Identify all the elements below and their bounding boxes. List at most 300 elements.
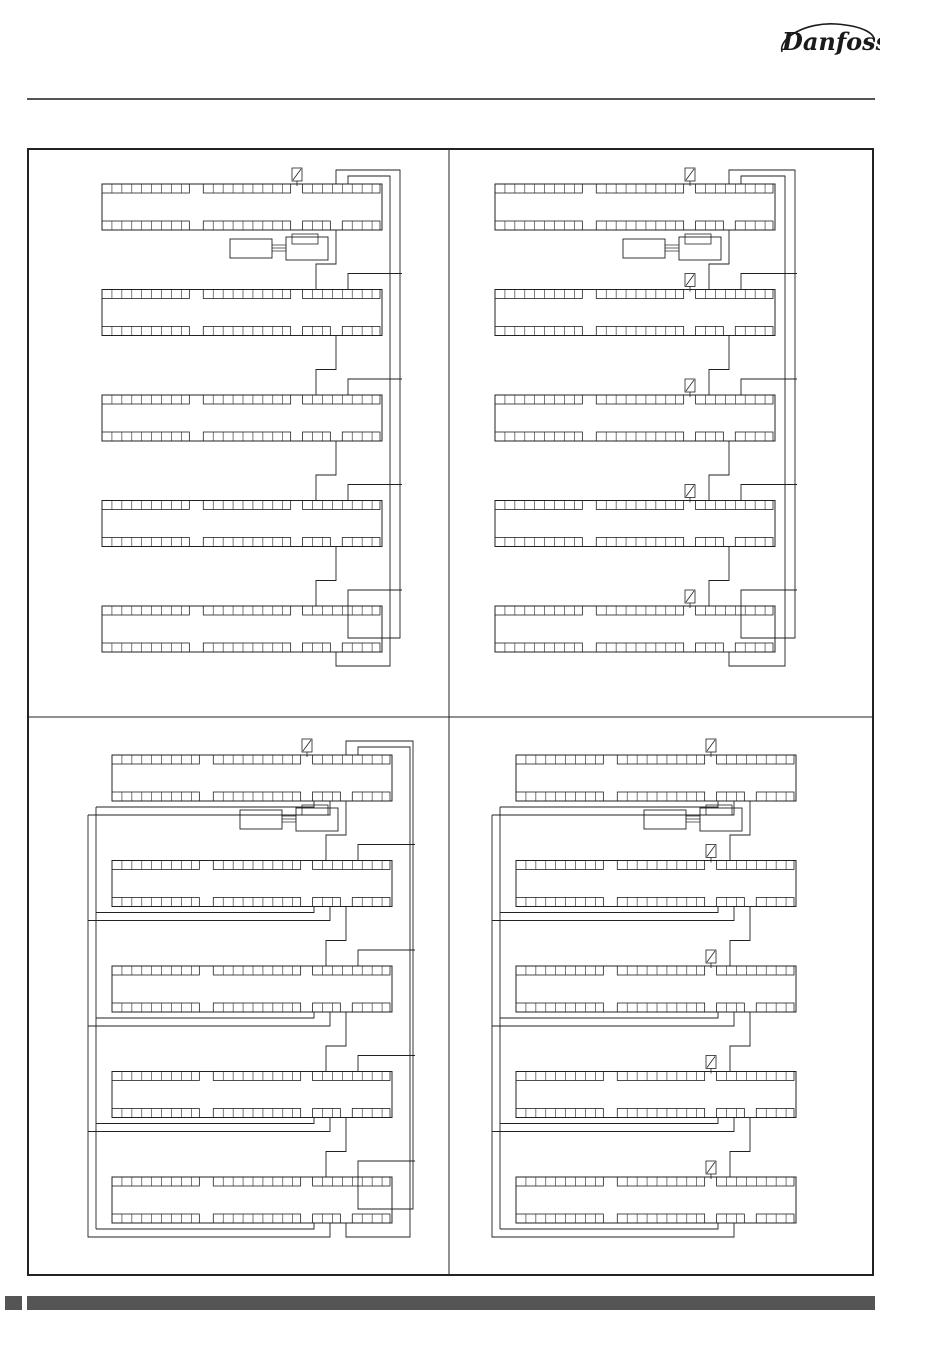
terminal-block [112, 792, 199, 801]
controller-body [112, 966, 392, 1012]
terminal-strip-bottom [495, 221, 582, 230]
terminal-block [342, 221, 380, 230]
terminal-block [303, 501, 380, 510]
terminal-strip-bottom [112, 1214, 199, 1223]
terminal-strip-bottom [213, 792, 300, 801]
panel-bottom-right [492, 739, 796, 1237]
thermistor-slash [686, 275, 694, 286]
terminal-block [203, 643, 290, 652]
terminal-strip-top [313, 861, 390, 870]
terminal-block [717, 1072, 794, 1081]
terminal-strip-top [213, 966, 300, 975]
terminal-block [756, 1109, 794, 1118]
ring-tap [358, 1161, 415, 1177]
connector-terminals [302, 805, 328, 815]
terminal-block [102, 327, 189, 336]
terminal-strip-top [596, 184, 683, 193]
return-tap [96, 1223, 314, 1229]
terminal-block [495, 221, 582, 230]
terminal-block [617, 1214, 704, 1223]
terminal-strip-bottom [313, 1214, 341, 1223]
terminal-block [313, 1003, 341, 1012]
terminal-block [756, 898, 794, 907]
terminal-block [495, 643, 582, 652]
controller-body [102, 501, 382, 547]
terminal-strip-bottom [342, 538, 380, 547]
terminal-strip-bottom [102, 221, 189, 230]
terminal-strip-top [516, 861, 603, 870]
terminal-strip-top [516, 1177, 603, 1186]
terminal-block [203, 395, 290, 404]
terminal-block [342, 538, 380, 547]
thermistor-icon [706, 1056, 716, 1074]
controller-body [516, 1072, 796, 1118]
terminal-strip-bottom [213, 898, 300, 907]
terminal-block [495, 327, 582, 336]
terminal-block [313, 966, 390, 975]
terminal-block [495, 432, 582, 441]
terminal-block [102, 643, 189, 652]
controller-4 [102, 501, 382, 547]
terminal-block [516, 1109, 603, 1118]
terminal-block [696, 501, 773, 510]
terminal-block [313, 792, 341, 801]
terminal-strip-top [717, 1177, 794, 1186]
terminal-block [756, 1003, 794, 1012]
controller-1 [102, 184, 382, 230]
terminal-block [342, 432, 380, 441]
terminal-block [352, 898, 390, 907]
controller-body [102, 606, 382, 652]
terminal-strip-bottom [516, 1003, 603, 1012]
thermistor-icon [292, 168, 302, 186]
terminal-block [596, 538, 683, 547]
terminal-strip-bottom [717, 1109, 745, 1118]
terminal-strip-bottom [112, 1109, 199, 1118]
bus-link [709, 547, 729, 607]
bus-link [316, 547, 336, 607]
page-marker [5, 1296, 22, 1310]
terminal-strip-top [617, 1177, 704, 1186]
terminal-strip-bottom [213, 1214, 300, 1223]
terminal-strip-bottom [203, 432, 290, 441]
terminal-strip-top [313, 966, 390, 975]
terminal-block [516, 1072, 603, 1081]
bus-link [316, 441, 336, 501]
terminal-block [756, 792, 794, 801]
terminal-block [102, 184, 189, 193]
terminal-strip-bottom [303, 327, 331, 336]
connector-terminals [292, 234, 318, 244]
terminal-strip-bottom [303, 432, 331, 441]
thermistor-icon [706, 739, 716, 757]
terminal-strip-top [717, 755, 794, 764]
thermistor-slash [303, 740, 311, 751]
terminal-block [303, 538, 331, 547]
controller-body [495, 290, 775, 336]
terminal-strip-bottom [717, 1214, 745, 1223]
terminal-strip-bottom [735, 538, 773, 547]
terminal-strip-bottom [596, 221, 683, 230]
controller-body [102, 184, 382, 230]
controller-2 [102, 290, 382, 336]
ring-tap [358, 950, 415, 966]
terminal-strip-bottom [696, 643, 724, 652]
terminal-strip-bottom [696, 432, 724, 441]
terminal-block [112, 1072, 199, 1081]
terminal-strip-top [313, 1177, 390, 1186]
controller-5 [495, 606, 775, 652]
panel-bottom-left [88, 739, 415, 1237]
ring-tap [348, 485, 402, 501]
terminal-strip-bottom [213, 1109, 300, 1118]
module-box [644, 810, 686, 829]
controller-5 [102, 606, 382, 652]
terminal-strip-top [203, 290, 290, 299]
terminal-strip-top [112, 861, 199, 870]
terminal-strip-bottom [342, 327, 380, 336]
terminal-strip-top [112, 755, 199, 764]
terminal-block [617, 792, 704, 801]
terminal-strip-bottom [617, 792, 704, 801]
terminal-block [516, 755, 603, 764]
terminal-strip-bottom [696, 221, 724, 230]
terminal-strip-top [696, 606, 773, 615]
terminal-strip-top [303, 290, 380, 299]
thermistor-slash [686, 380, 694, 391]
terminal-strip-bottom [596, 643, 683, 652]
terminal-strip-top [617, 861, 704, 870]
terminal-strip-bottom [213, 1003, 300, 1012]
terminal-strip-bottom [112, 1003, 199, 1012]
terminal-strip-bottom [352, 792, 390, 801]
terminal-block [112, 898, 199, 907]
terminal-block [213, 1177, 300, 1186]
terminal-strip-bottom [495, 643, 582, 652]
return-tap [492, 1012, 734, 1026]
terminal-block [495, 290, 582, 299]
bus-link [709, 336, 729, 396]
terminal-strip-top [102, 501, 189, 510]
terminal-block [213, 1109, 300, 1118]
interface-module [644, 805, 742, 831]
terminal-strip-top [495, 290, 582, 299]
thermistor-icon [706, 950, 716, 968]
terminal-block [735, 221, 773, 230]
terminal-block [756, 1214, 794, 1223]
terminal-strip-bottom [735, 221, 773, 230]
terminal-strip-bottom [352, 1109, 390, 1118]
return-tap [88, 801, 330, 815]
terminal-block [352, 1109, 390, 1118]
terminal-strip-top [516, 755, 603, 764]
terminal-strip-bottom [516, 898, 603, 907]
terminal-strip-top [203, 184, 290, 193]
terminal-strip-top [112, 1177, 199, 1186]
terminal-block [516, 792, 603, 801]
terminal-strip-bottom [303, 221, 331, 230]
terminal-strip-bottom [352, 1214, 390, 1223]
return-tap [88, 1118, 330, 1132]
terminal-strip-top [696, 184, 773, 193]
terminal-strip-top [717, 1072, 794, 1081]
thermistor-slash [686, 169, 694, 180]
return-tap [96, 907, 314, 913]
terminal-strip-bottom [203, 327, 290, 336]
terminal-block [596, 221, 683, 230]
terminal-strip-top [495, 606, 582, 615]
terminal-strip-bottom [717, 898, 745, 907]
ring-tap [358, 845, 415, 861]
terminal-block [303, 395, 380, 404]
terminal-strip-top [203, 395, 290, 404]
terminal-block [352, 1214, 390, 1223]
terminal-strip-bottom [203, 643, 290, 652]
terminal-strip-top [717, 861, 794, 870]
terminal-block [213, 966, 300, 975]
terminal-block [495, 395, 582, 404]
terminal-strip-top [203, 606, 290, 615]
terminal-block [303, 606, 380, 615]
terminal-strip-bottom [112, 898, 199, 907]
terminal-block [112, 861, 199, 870]
terminal-strip-bottom [756, 1214, 794, 1223]
terminal-block [696, 538, 724, 547]
thermistor-slash [293, 169, 301, 180]
controller-body [102, 290, 382, 336]
terminal-block [203, 221, 290, 230]
controller-body [495, 606, 775, 652]
controller-3 [516, 966, 796, 1012]
controller-body [112, 1177, 392, 1223]
terminal-block [495, 538, 582, 547]
terminal-strip-bottom [303, 643, 331, 652]
terminal-strip-top [516, 966, 603, 975]
thermistor-slash [707, 951, 715, 962]
terminal-block [303, 221, 331, 230]
terminal-block [516, 1214, 603, 1223]
panel-dividers [29, 150, 873, 1275]
return-tap [96, 801, 314, 807]
terminal-strip-top [596, 606, 683, 615]
module-box [240, 810, 282, 829]
terminal-block [313, 1177, 390, 1186]
terminal-block [203, 501, 290, 510]
ring-tap [348, 274, 402, 290]
return-tap [492, 1118, 734, 1132]
terminal-strip-bottom [696, 327, 724, 336]
terminal-block [102, 538, 189, 547]
terminal-block [213, 755, 300, 764]
terminal-block [735, 327, 773, 336]
terminal-block [696, 606, 773, 615]
return-tap [88, 1012, 330, 1026]
return-tap [500, 801, 718, 807]
terminal-strip-bottom [717, 792, 745, 801]
terminal-block [696, 643, 724, 652]
terminal-block [735, 538, 773, 547]
thermistor-slash [707, 1162, 715, 1173]
terminal-strip-top [102, 606, 189, 615]
terminal-strip-bottom [495, 432, 582, 441]
return-tap [88, 1223, 330, 1237]
return-tap [492, 801, 734, 815]
terminal-block [342, 327, 380, 336]
return-tap [500, 1223, 718, 1229]
terminal-block [203, 290, 290, 299]
ring-tap [348, 379, 402, 395]
return-tap [492, 907, 734, 921]
bus-link [326, 907, 346, 967]
terminal-block [696, 184, 773, 193]
controller-4 [495, 501, 775, 547]
terminal-strip-bottom [617, 1003, 704, 1012]
terminal-block [717, 1003, 745, 1012]
terminal-block [617, 1109, 704, 1118]
terminal-strip-top [596, 290, 683, 299]
controller-1 [516, 755, 796, 801]
terminal-strip-top [495, 501, 582, 510]
terminal-block [213, 898, 300, 907]
terminal-strip-top [313, 1072, 390, 1081]
thermistor-icon [685, 168, 695, 186]
terminal-strip-bottom [102, 432, 189, 441]
terminal-strip-top [203, 501, 290, 510]
terminal-block [102, 221, 189, 230]
panel-top-left [102, 168, 402, 666]
terminal-strip-top [303, 606, 380, 615]
terminal-block [303, 290, 380, 299]
terminal-block [696, 221, 724, 230]
connector-terminals [706, 805, 732, 815]
terminal-block [516, 966, 603, 975]
terminal-strip-top [617, 755, 704, 764]
terminal-block [717, 1109, 745, 1118]
terminal-block [352, 792, 390, 801]
terminal-strip-bottom [516, 792, 603, 801]
return-tap [500, 1012, 718, 1018]
controller-body [112, 1072, 392, 1118]
terminal-block [717, 1214, 745, 1223]
return-tap [96, 1118, 314, 1124]
thermistor-icon [685, 485, 695, 503]
terminal-block [112, 1214, 199, 1223]
bus-link [326, 1012, 346, 1072]
terminal-strip-top [596, 501, 683, 510]
controller-body [516, 1177, 796, 1223]
terminal-strip-bottom [102, 643, 189, 652]
terminal-block [696, 327, 724, 336]
return-tap [492, 1223, 734, 1237]
terminal-strip-top [696, 395, 773, 404]
terminal-strip-bottom [596, 538, 683, 547]
terminal-block [617, 1177, 704, 1186]
terminal-strip-bottom [342, 221, 380, 230]
thermistor-icon [685, 274, 695, 292]
terminal-strip-bottom [516, 1109, 603, 1118]
terminal-block [696, 290, 773, 299]
terminal-strip-bottom [102, 327, 189, 336]
terminal-strip-bottom [313, 898, 341, 907]
controller-3 [112, 966, 392, 1012]
terminal-block [213, 1003, 300, 1012]
bus-link [316, 336, 336, 396]
terminal-block [112, 966, 199, 975]
thermistor-icon [706, 1161, 716, 1179]
terminal-block [112, 1003, 199, 1012]
thermistor-icon [706, 845, 716, 863]
terminal-block [213, 792, 300, 801]
terminal-strip-top [102, 290, 189, 299]
terminal-block [313, 755, 390, 764]
terminal-block [696, 395, 773, 404]
terminal-block [617, 755, 704, 764]
terminal-strip-top [112, 1072, 199, 1081]
terminal-strip-top [213, 1072, 300, 1081]
terminal-strip-bottom [516, 1214, 603, 1223]
terminal-strip-top [717, 966, 794, 975]
terminal-block [213, 861, 300, 870]
return-tap [500, 907, 718, 913]
controller-body [112, 755, 392, 801]
terminal-block [617, 1072, 704, 1081]
controller-body [495, 395, 775, 441]
ring-tap [741, 274, 797, 290]
terminal-block [112, 1109, 199, 1118]
terminal-block [596, 327, 683, 336]
terminal-block [203, 432, 290, 441]
return-tap [88, 907, 330, 921]
terminal-block [717, 1177, 794, 1186]
terminal-block [313, 1214, 341, 1223]
terminal-strip-bottom [313, 792, 341, 801]
module-box [623, 239, 665, 258]
terminal-strip-bottom [756, 1109, 794, 1118]
terminal-block [203, 606, 290, 615]
controller-body [112, 861, 392, 907]
controller-2 [112, 861, 392, 907]
panel-top-right [495, 168, 797, 666]
bus-link [326, 1118, 346, 1178]
terminal-strip-bottom [495, 327, 582, 336]
controller-2 [516, 861, 796, 907]
terminal-strip-top [303, 395, 380, 404]
terminal-block [516, 1003, 603, 1012]
terminal-strip-top [617, 966, 704, 975]
ring-tap [358, 1056, 415, 1072]
terminal-block [596, 643, 683, 652]
terminal-strip-top [596, 395, 683, 404]
controller-body [516, 861, 796, 907]
ring-tap [348, 590, 402, 606]
terminal-block [717, 755, 794, 764]
return-tap [500, 1118, 718, 1124]
terminal-block [717, 792, 745, 801]
controller-2 [495, 290, 775, 336]
terminal-block [313, 1109, 341, 1118]
terminal-strip-bottom [352, 1003, 390, 1012]
terminal-block [735, 432, 773, 441]
controller-4 [516, 1072, 796, 1118]
controller-1 [112, 755, 392, 801]
terminal-strip-top [303, 184, 380, 193]
terminal-strip-bottom [352, 898, 390, 907]
controller-1 [495, 184, 775, 230]
terminal-block [112, 755, 199, 764]
ring-tap [741, 590, 797, 606]
terminal-strip-bottom [596, 327, 683, 336]
controller-3 [495, 395, 775, 441]
